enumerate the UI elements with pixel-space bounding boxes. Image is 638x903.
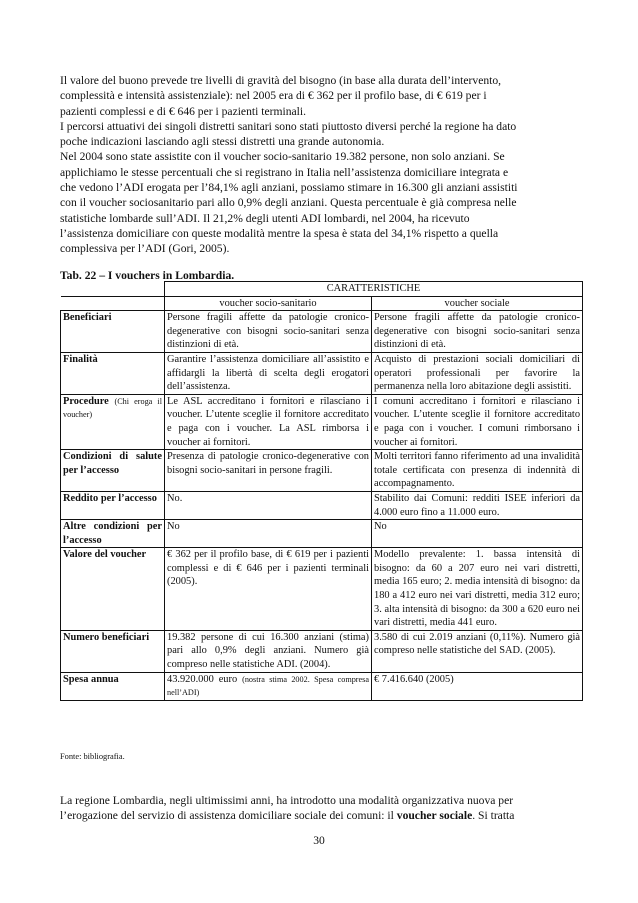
cell-sociale: 3.580 di cui 2.019 anziani (0,11%). Numero già compreso nelle statistiche del SAD. (2005). xyxy=(372,630,583,672)
row-label-text: Procedure xyxy=(63,395,109,407)
cell-sociale: Stabilito dai Comuni: redditi ISEE inferiori da 4.000 euro fino a 11.000 euro. xyxy=(372,491,583,519)
cell-socio: No. xyxy=(165,491,372,519)
table-row xyxy=(61,630,583,672)
row-label: Numero beneficiari xyxy=(61,630,165,672)
table-row xyxy=(61,311,583,353)
row-label: Valore del voucher xyxy=(61,548,165,631)
cell-socio: Persone fragili affette da patologie cronico-degenerative con bisogni socio-sanitari senza distinzioni di età. xyxy=(165,311,372,353)
row-label: Altre condizioni per l’accesso xyxy=(61,520,165,548)
cell-sociale: No xyxy=(372,520,583,548)
table-row xyxy=(61,352,583,394)
cell-socio: Garantire l’assistenza domiciliare all’assistito e affidargli la libertà di scelta degli erogatori dell’assistenza. xyxy=(165,352,372,394)
text-line: poche indicazioni lasciando agli stessi distretti una grande autonomia. xyxy=(60,135,385,149)
row-label-note: (Chi eroga il voucher) xyxy=(63,396,162,420)
cell-sociale: Molti territori fanno riferimento ad una invalidità totale certificata con presenza di indennità di accompagnamento. xyxy=(372,450,583,492)
row-label: Spesa annua xyxy=(61,672,165,700)
table-header-row xyxy=(61,282,583,297)
cell-sociale: Acquisto di prestazioni sociali domiciliari di operatori professionali per favorire la permanenza nella loro abitazione degli assistiti. xyxy=(372,352,583,394)
text-line: Il valore del buono prevede tre livelli di gravità del bisogno (in base alla durata dell’intervento, xyxy=(60,74,502,87)
cell-socio: Le ASL accreditano i fornitori e rilasciano i voucher. L’utente sceglie il fornitore accreditato e paga con i voucher. La ASL rimborsa i voucher ai fornitori. xyxy=(165,394,372,449)
empty-header-cell xyxy=(61,296,165,311)
row-label xyxy=(61,394,165,449)
table-row xyxy=(61,394,583,449)
cell-sociale: € 7.416.640 (2005) xyxy=(372,672,583,700)
cell-sociale: Persone fragili affette da patologie cronico-degenerative con bisogni socio-sanitari senza distinzioni di età. xyxy=(372,311,583,353)
table-row xyxy=(61,672,583,700)
empty-header-cell xyxy=(61,282,165,297)
text-line xyxy=(60,808,578,823)
row-label: Finalità xyxy=(61,352,165,394)
text-segment: . Si tratta xyxy=(472,809,515,823)
text-line: l’assistenza domiciliare con queste modalità mentre la spesa è stata del 34,1% rispetto a quella xyxy=(60,226,499,240)
row-label: Beneficiari xyxy=(61,311,165,353)
table-row xyxy=(61,450,583,492)
cell-socio: 19.382 persone di cui 16.300 anziani (stima) pari allo 0,9% degli anziani. Numero già compreso nelle statistiche ADI. (2004). xyxy=(165,630,372,672)
page-number: 30 xyxy=(313,834,325,847)
text-line: pazienti complessi e di € 646 per i pazienti terminali. xyxy=(60,104,306,118)
cell-socio: No xyxy=(165,520,372,548)
text-segment: l’erogazione del servizio di assistenza domiciliare sociale dei comuni: il xyxy=(60,809,394,823)
intro-paragraph xyxy=(60,73,578,257)
spesa-amount: 43.920.000 euro xyxy=(167,673,238,685)
table-subheader-row xyxy=(61,296,583,311)
cell-socio: Presenza di patologie cronico-degenerative con bisogni socio-sanitari in persone fragili. xyxy=(165,450,372,492)
row-label: Condizioni di salute per l’accesso xyxy=(61,450,165,492)
cell-socio: € 362 per il profilo base, di € 619 per i pazienti complessi e di € 646 per i pazienti terminali (2005). xyxy=(165,548,372,631)
cell-sociale: I comuni accreditano i fornitori e rilasciano i voucher. L’utente sceglie il fornitore accreditato e paga con i voucher. I comuni rimborsano i voucher ai fornitori. xyxy=(372,394,583,449)
table-source: Fonte: bibliografia. xyxy=(60,752,125,761)
text-line: applichiamo le stesse percentuali che si registrano in Italia nell’assistenza domiciliare integrata e xyxy=(60,165,509,179)
table-row xyxy=(61,520,583,548)
text-line: statistiche lombarde sull’ADI. Il 21,2% degli utenti ADI lombardi, nel 2004, ha ricevuto xyxy=(60,211,470,225)
characteristics-header: CARATTERISTICHE xyxy=(165,282,583,297)
text-line: Nel 2004 sono state assistite con il voucher socio-sanitario 19.382 persone, non solo anziani. Se xyxy=(60,150,505,164)
row-label: Reddito per l’accesso xyxy=(61,491,165,519)
text-line: con il voucher sociosanitario pari allo 0,9% degli anziani. Questa percentuale è già compresa nelle xyxy=(60,196,517,210)
text-line: I percorsi attuativi dei singoli distretti sanitari sono stati piuttosto diversi perché la regione ha dato xyxy=(60,119,517,133)
text-line: complessità e intensità assistenziale): nel 2005 era di € 362 per il profilo base, di € 619 per i xyxy=(60,89,487,103)
table-row xyxy=(61,548,583,631)
cell-socio xyxy=(165,672,372,700)
bold-term: voucher sociale xyxy=(396,809,473,823)
table-row xyxy=(61,491,583,519)
voucher-table xyxy=(60,281,583,701)
cell-sociale: Modello prevalente: 1. bassa intensità di bisogno: da 60 a 207 euro nei vari distretti, media 165 euro; 2. media intensità di bisogno: da 180 a 412 euro nei vari distretti, media 312 euro; 3. alta intensità di bisogno: da 300 a 620 euro nei vari distretti, media 441 euro. xyxy=(372,548,583,631)
text-line: che vedono l’ADI erogata per l’84,1% agli anziani, possiamo stimare in 16.300 gli anziani assistiti xyxy=(60,181,518,195)
text-line: complessiva per l’ADI (Gori, 2005). xyxy=(60,242,230,256)
text-line: La regione Lombardia, negli ultimissimi anni, ha introdotto una modalità organizzativa nuova per xyxy=(60,794,514,807)
col-header-socio-sanitario: voucher socio-sanitario xyxy=(165,296,372,311)
col-header-sociale: voucher sociale xyxy=(372,296,583,311)
table-caption: Tab. 22 – I vouchers in Lombardia. xyxy=(60,269,235,282)
outro-paragraph xyxy=(60,793,578,824)
spesa-note: (nostra stima 2002. Spesa compresa nell’ADI) xyxy=(167,674,369,698)
